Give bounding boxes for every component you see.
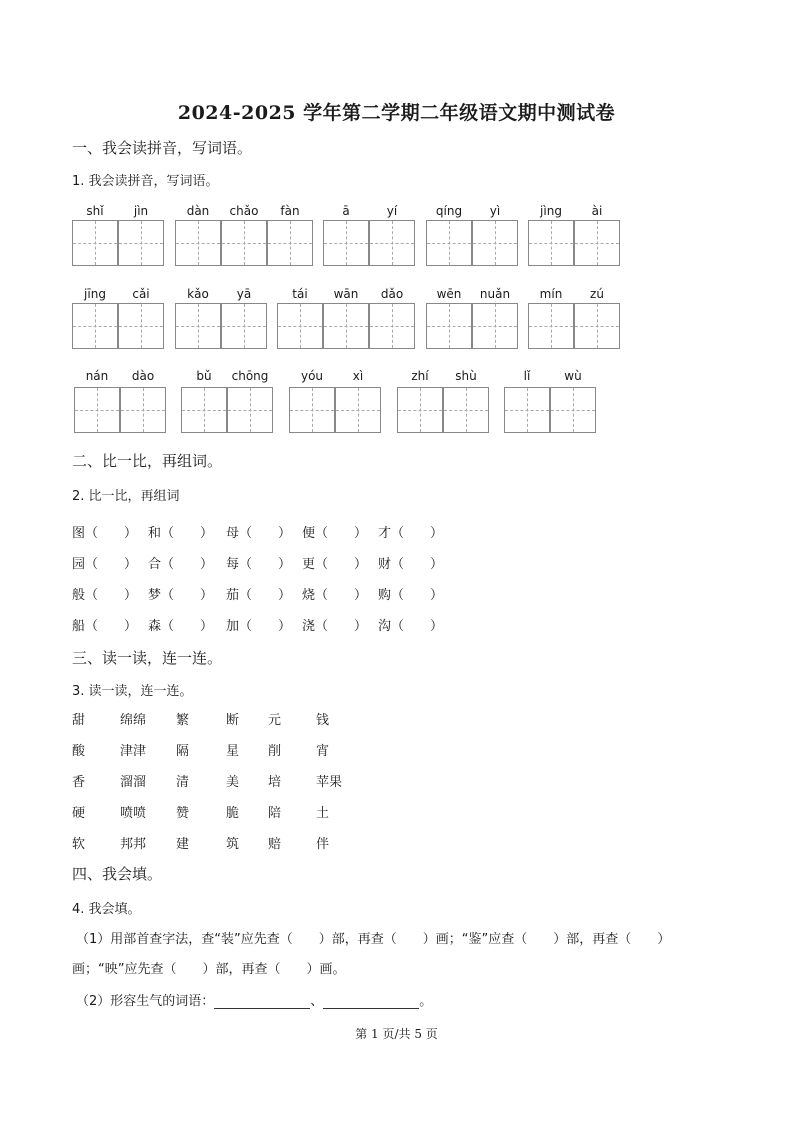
compare-item[interactable]: 图（ ） bbox=[72, 526, 138, 541]
pinyin-label: nuǎn bbox=[479, 287, 511, 301]
writing-cell[interactable] bbox=[175, 220, 221, 266]
writing-cell[interactable] bbox=[227, 387, 273, 433]
writing-cell[interactable] bbox=[289, 387, 335, 433]
separator: 、 bbox=[310, 994, 324, 1009]
section1-heading: 一、我会读拼音，写词语。 bbox=[72, 139, 253, 157]
writing-cell[interactable] bbox=[443, 387, 489, 433]
match-word[interactable]: 伴 bbox=[316, 837, 330, 852]
pinyin-label: tái bbox=[292, 287, 308, 301]
writing-cell[interactable] bbox=[472, 220, 518, 266]
pinyin-label: yì bbox=[489, 204, 501, 218]
compare-item[interactable]: 便（ ） bbox=[302, 526, 368, 541]
pinyin-label: wù bbox=[564, 369, 582, 383]
match-word[interactable]: 赞 bbox=[176, 806, 190, 821]
pinyin-label: yóu bbox=[300, 369, 324, 383]
pinyin-label: dào bbox=[131, 369, 155, 383]
compare-item[interactable]: 森（ ） bbox=[148, 619, 214, 634]
writing-cell[interactable] bbox=[574, 220, 620, 266]
section2-question: 2. 比一比，再组词 bbox=[72, 489, 180, 504]
match-word[interactable]: 宵 bbox=[316, 744, 330, 759]
compare-item[interactable]: 船（ ） bbox=[72, 619, 138, 634]
writing-cell[interactable] bbox=[335, 387, 381, 433]
pinyin-label: nán bbox=[85, 369, 109, 383]
writing-cell[interactable] bbox=[120, 387, 166, 433]
compare-item[interactable]: 沟（ ） bbox=[378, 619, 444, 634]
question-4-1-line1: （1）用部首查字法，查“装”应先查（ ）部，再查（ ）画；“鉴”应查（ ）部，再查（ ） bbox=[76, 932, 671, 947]
pinyin-label: lǐ bbox=[523, 369, 531, 383]
pinyin-label: ā bbox=[342, 204, 350, 218]
pinyin-label: cǎi bbox=[132, 287, 150, 301]
writing-cell[interactable] bbox=[528, 303, 574, 349]
match-word[interactable]: 钱 bbox=[316, 713, 330, 728]
match-word[interactable]: 削 bbox=[268, 744, 282, 759]
compare-item[interactable]: 购（ ） bbox=[378, 588, 444, 603]
compare-item[interactable]: 更（ ） bbox=[302, 557, 368, 572]
writing-cell[interactable] bbox=[472, 303, 518, 349]
answer-blank-2[interactable] bbox=[323, 994, 419, 1009]
question-4-2-label: （2）形容生气的词语： bbox=[76, 994, 215, 1009]
pinyin-label: chōng bbox=[231, 369, 269, 383]
match-word[interactable]: 苹果 bbox=[316, 775, 343, 790]
writing-cell[interactable] bbox=[72, 220, 118, 266]
match-word[interactable]: 隔 bbox=[176, 744, 190, 759]
writing-cell[interactable] bbox=[277, 303, 323, 349]
writing-cell[interactable] bbox=[369, 220, 415, 266]
pinyin-label: wēn bbox=[436, 287, 462, 301]
match-word[interactable]: 元 bbox=[268, 713, 282, 728]
pinyin-label: qíng bbox=[435, 204, 463, 218]
pinyin-label: bǔ bbox=[196, 369, 212, 383]
pinyin-label: shǐ bbox=[86, 204, 104, 218]
pinyin-label: kǎo bbox=[187, 287, 209, 301]
question-4-2 bbox=[76, 990, 432, 1009]
writing-cell[interactable] bbox=[267, 220, 313, 266]
writing-cell[interactable] bbox=[504, 387, 550, 433]
match-word[interactable]: 软 bbox=[72, 837, 86, 852]
match-word[interactable]: 甜 bbox=[72, 713, 86, 728]
section1-question: 1. 我会读拼音，写词语。 bbox=[72, 174, 219, 189]
pinyin-label: zhí bbox=[411, 369, 429, 383]
compare-item[interactable]: 烧（ ） bbox=[302, 588, 368, 603]
match-word[interactable]: 星 bbox=[226, 744, 240, 759]
writing-cell[interactable] bbox=[221, 220, 267, 266]
match-word[interactable]: 繁 bbox=[176, 713, 190, 728]
pinyin-label: jīng bbox=[84, 287, 106, 301]
writing-cell[interactable] bbox=[72, 303, 118, 349]
writing-cell[interactable] bbox=[323, 220, 369, 266]
match-word[interactable]: 陪 bbox=[268, 806, 282, 821]
writing-cell[interactable] bbox=[369, 303, 415, 349]
pinyin-label: shù bbox=[455, 369, 477, 383]
match-word[interactable]: 绵绵 bbox=[120, 713, 147, 728]
writing-cell[interactable] bbox=[181, 387, 227, 433]
compare-item[interactable]: 财（ ） bbox=[378, 557, 444, 572]
compare-item[interactable]: 才（ ） bbox=[378, 526, 444, 541]
writing-cell[interactable] bbox=[118, 303, 164, 349]
pinyin-label: yā bbox=[236, 287, 252, 301]
compare-item[interactable]: 加（ ） bbox=[226, 619, 292, 634]
section4-question: 4. 我会填。 bbox=[72, 902, 141, 917]
pinyin-label: fàn bbox=[280, 204, 300, 218]
match-word[interactable]: 硬 bbox=[72, 806, 86, 821]
match-word[interactable]: 美 bbox=[226, 775, 240, 790]
writing-cell[interactable] bbox=[426, 303, 472, 349]
section4-heading: 四、我会填。 bbox=[72, 865, 163, 883]
pinyin-label: dàn bbox=[186, 204, 210, 218]
section3-question: 3. 读一读，连一连。 bbox=[72, 684, 193, 699]
match-word[interactable]: 培 bbox=[268, 775, 282, 790]
page-title: 2024-2025 学年第二学期二年级语文期中测试卷 bbox=[177, 102, 616, 124]
section3-heading: 三、读一读，连一连。 bbox=[72, 649, 223, 667]
match-word[interactable]: 溜溜 bbox=[120, 775, 147, 790]
compare-item[interactable]: 般（ ） bbox=[72, 588, 138, 603]
writing-cell[interactable] bbox=[550, 387, 596, 433]
writing-cell[interactable] bbox=[323, 303, 369, 349]
writing-cell[interactable] bbox=[528, 220, 574, 266]
match-word[interactable]: 香 bbox=[72, 775, 86, 790]
end-mark: 。 bbox=[419, 994, 433, 1009]
match-word[interactable]: 断 bbox=[226, 713, 240, 728]
match-word[interactable]: 土 bbox=[316, 806, 330, 821]
match-word[interactable]: 脆 bbox=[226, 806, 240, 821]
match-word[interactable]: 喷喷 bbox=[120, 806, 147, 821]
pinyin-label: zú bbox=[590, 287, 604, 301]
compare-item[interactable]: 和（ ） bbox=[148, 526, 214, 541]
pinyin-label: jìn bbox=[133, 204, 149, 218]
match-word[interactable]: 筑 bbox=[226, 837, 240, 852]
pinyin-label: ài bbox=[591, 204, 603, 218]
writing-cell[interactable] bbox=[175, 303, 221, 349]
match-word[interactable]: 建 bbox=[176, 837, 190, 852]
writing-cell[interactable] bbox=[426, 220, 472, 266]
match-word[interactable]: 酸 bbox=[72, 744, 86, 759]
match-word[interactable]: 津津 bbox=[120, 744, 147, 759]
compare-item[interactable]: 梦（ ） bbox=[148, 588, 214, 603]
section2-heading: 二、比一比，再组词。 bbox=[72, 452, 223, 470]
pinyin-label: chǎo bbox=[229, 204, 259, 218]
writing-cell[interactable] bbox=[397, 387, 443, 433]
compare-item[interactable]: 园（ ） bbox=[72, 557, 138, 572]
pinyin-label: jìng bbox=[540, 204, 562, 218]
match-word[interactable]: 邦邦 bbox=[120, 837, 147, 852]
question-4-1-line2: 画；“映”应先查（ ）部，再查（ ）画。 bbox=[72, 962, 346, 977]
match-word[interactable]: 清 bbox=[176, 775, 190, 790]
writing-cell[interactable] bbox=[118, 220, 164, 266]
compare-item[interactable]: 母（ ） bbox=[226, 526, 292, 541]
writing-cell[interactable] bbox=[574, 303, 620, 349]
pinyin-label: xì bbox=[352, 369, 364, 383]
match-word[interactable]: 赔 bbox=[268, 837, 282, 852]
pinyin-label: yí bbox=[386, 204, 398, 218]
pinyin-label: dǎo bbox=[380, 287, 404, 301]
pinyin-label: wān bbox=[333, 287, 359, 301]
answer-blank-1[interactable] bbox=[214, 994, 310, 1009]
compare-item[interactable]: 每（ ） bbox=[226, 557, 292, 572]
page-footer: 第 1 页/共 5 页 bbox=[355, 1027, 438, 1041]
compare-item[interactable]: 茄（ ） bbox=[226, 588, 292, 603]
compare-item[interactable]: 合（ ） bbox=[148, 557, 214, 572]
compare-item[interactable]: 浇（ ） bbox=[302, 619, 368, 634]
writing-cell[interactable] bbox=[74, 387, 120, 433]
pinyin-label: mín bbox=[539, 287, 563, 301]
writing-cell[interactable] bbox=[221, 303, 267, 349]
